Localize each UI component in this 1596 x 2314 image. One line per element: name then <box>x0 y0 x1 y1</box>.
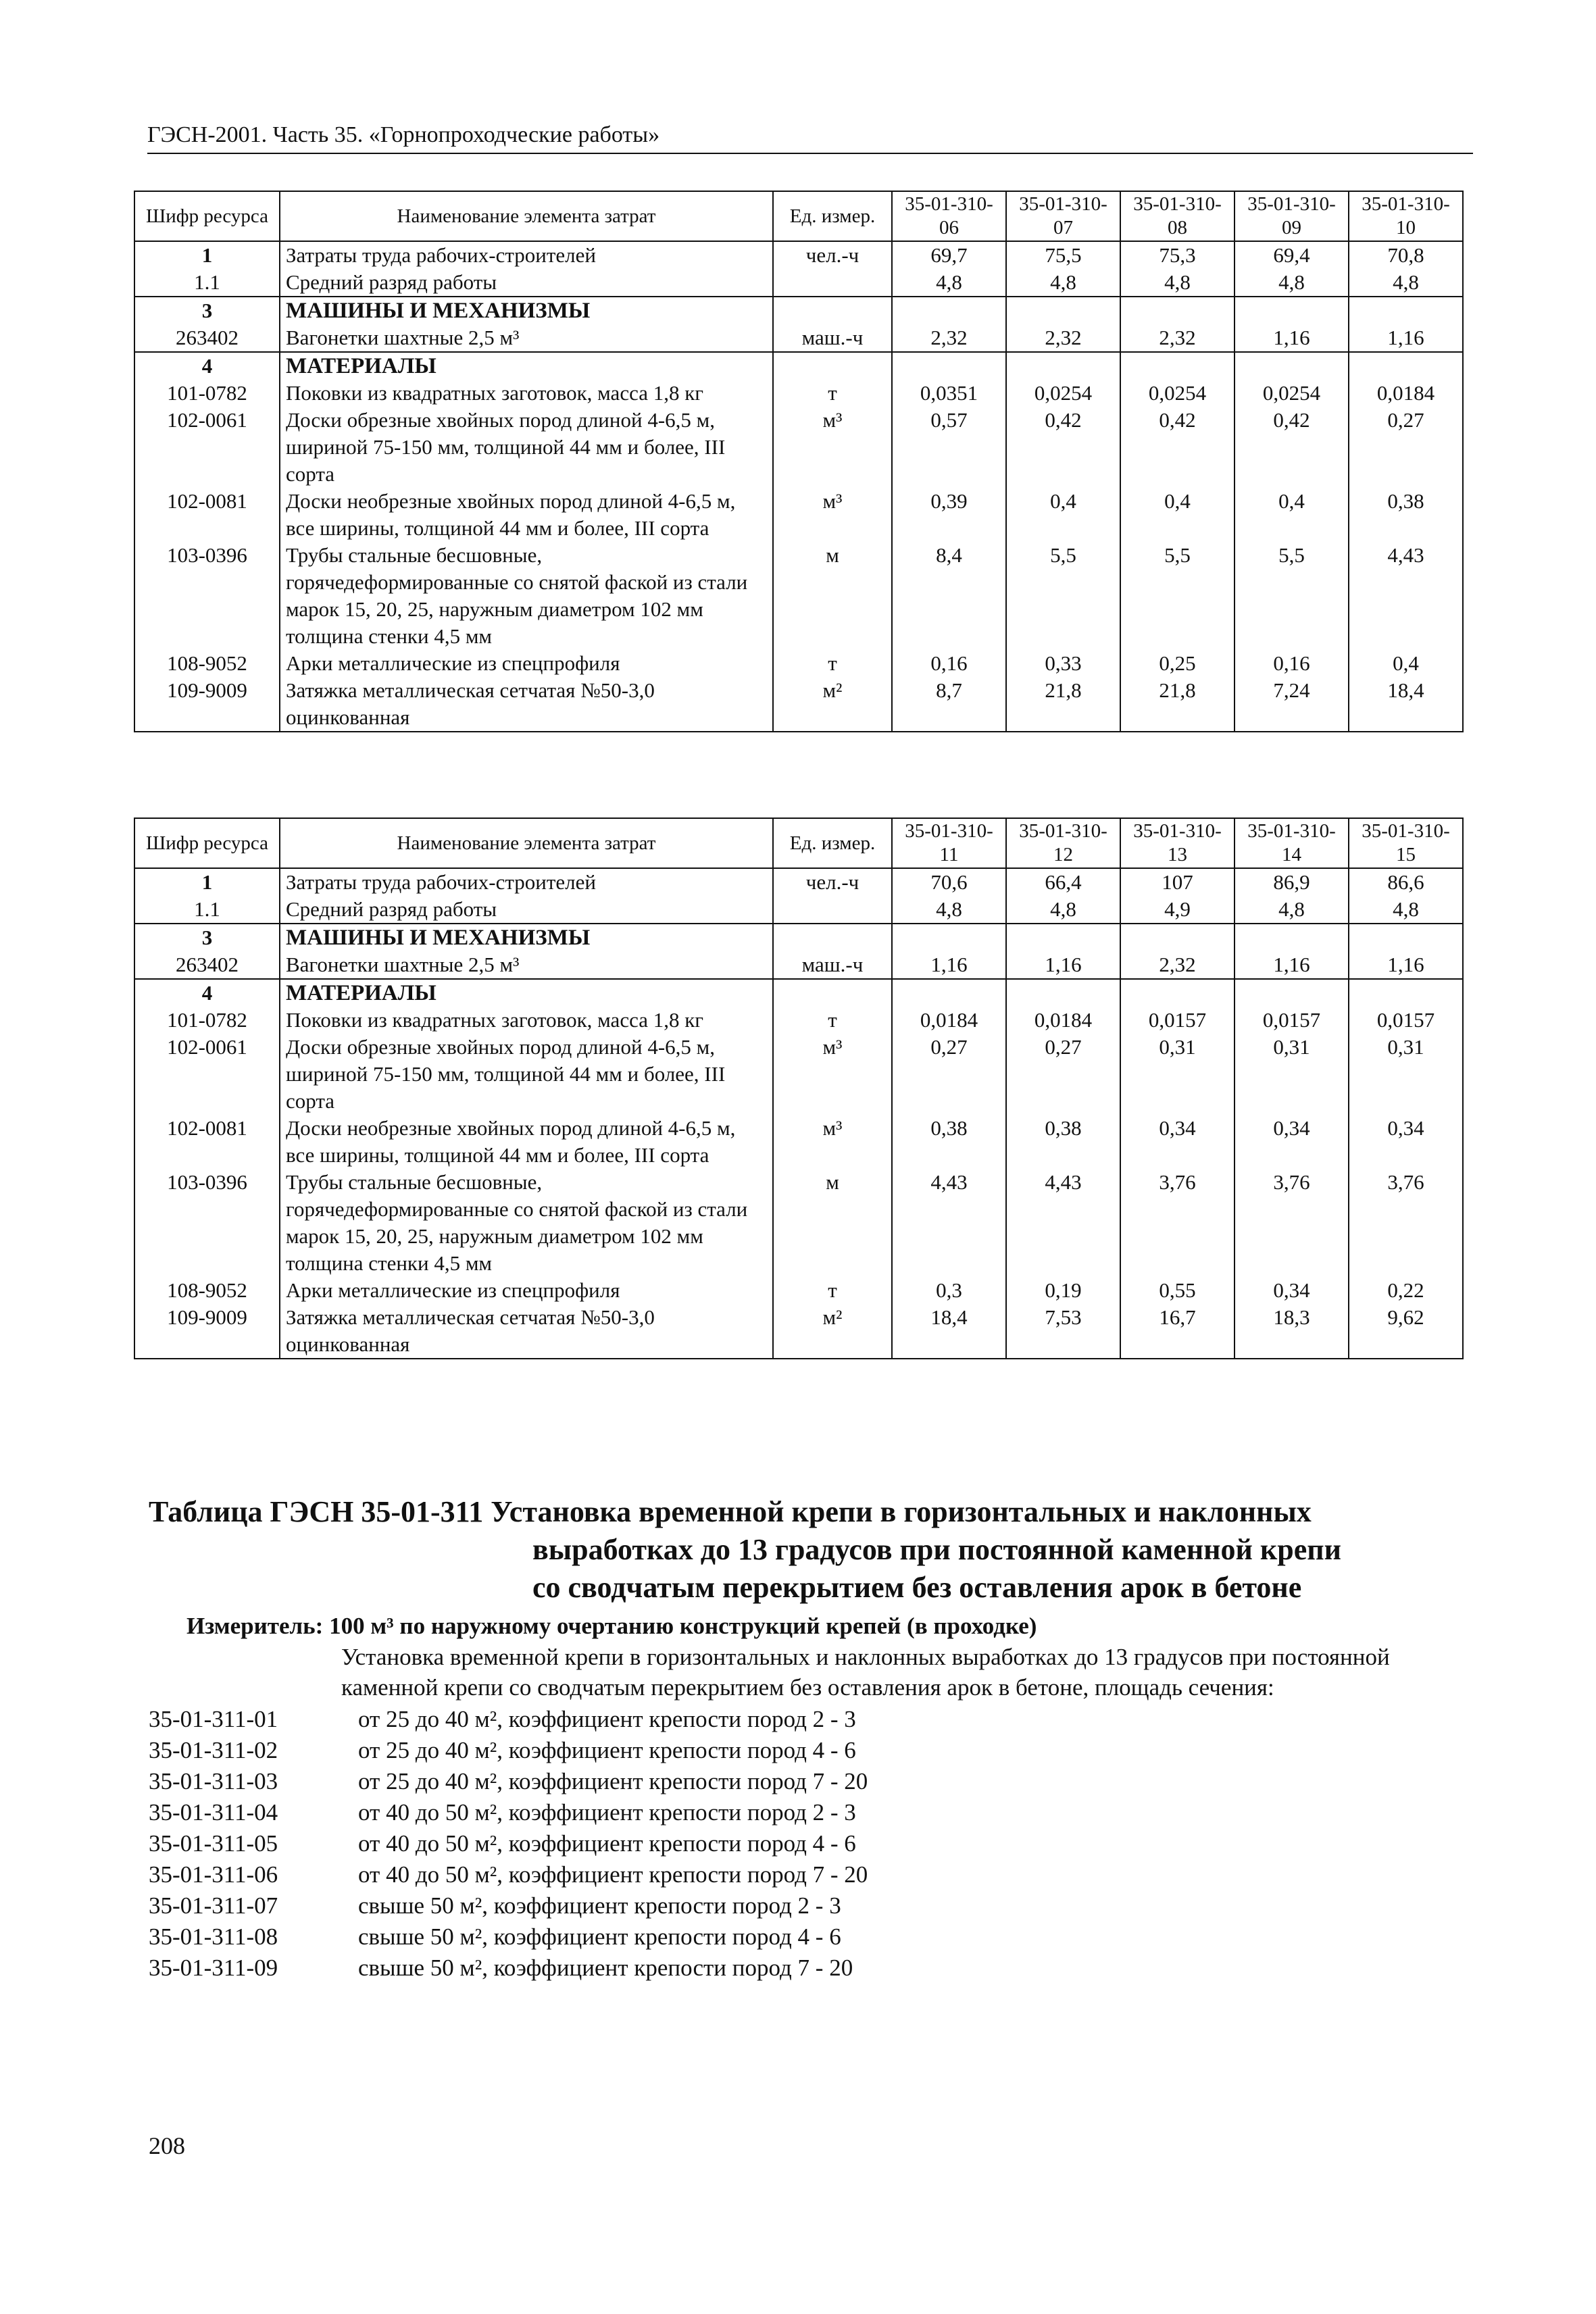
norm-value: 0,4 <box>1120 488 1235 542</box>
col-header-norm: 35-01-310-06 <box>892 191 1006 241</box>
resource-code: 102-0081 <box>134 488 280 542</box>
group-heading: МАТЕРИАЛЫ <box>280 979 773 1007</box>
norm-value: 1,16 <box>1006 951 1120 979</box>
norm-code: 35-01-311-05 <box>149 1830 278 1857</box>
norm-value: 0,19 <box>1006 1277 1120 1304</box>
table-row <box>134 407 1463 488</box>
norm-value: 66,4 <box>1006 868 1120 896</box>
norm-value: 2,32 <box>892 324 1006 352</box>
norm-value: 75,3 <box>1120 241 1235 269</box>
norm-text: свыше 50 м², коэффициент крепости пород 4 - 6 <box>358 1923 841 1950</box>
resource-unit: м² <box>773 677 892 732</box>
norm-value: 0,42 <box>1120 407 1235 488</box>
resource-name: Поковки из квадратных заготовок, масса 1,8 кг <box>280 1007 773 1034</box>
norm-value: 86,9 <box>1235 868 1349 896</box>
table-row <box>134 896 1463 924</box>
resource-name: Затяжка металлическая сетчатая №50-3,0 оцинкованная <box>280 1304 773 1359</box>
table-row <box>134 542 1463 650</box>
norm-value: 0,38 <box>1006 1115 1120 1169</box>
resource-name: Вагонетки шахтные 2,5 м³ <box>280 324 773 352</box>
norm-value: 0,4 <box>1006 488 1120 542</box>
norm-value: 0,0351 <box>892 380 1006 407</box>
norm-text: от 40 до 50 м², коэффициент крепости пород 2 - 3 <box>358 1799 856 1826</box>
norm-value: 4,8 <box>1006 896 1120 924</box>
resource-name: Средний разряд работы <box>280 269 773 297</box>
resource-code: 109-9009 <box>134 677 280 732</box>
norm-value: 1,16 <box>1235 324 1349 352</box>
list-item <box>149 1735 1473 1766</box>
table-row <box>134 650 1463 677</box>
col-header-code: Шифр ресурса <box>134 818 280 868</box>
table-row <box>134 324 1463 352</box>
resource-name: Затраты труда рабочих-строителей <box>280 241 773 269</box>
resource-code: 102-0061 <box>134 407 280 488</box>
norm-value: 0,31 <box>1120 1034 1235 1115</box>
resource-unit: т <box>773 1007 892 1034</box>
resource-name: Трубы стальные бесшовные, горячедеформированные со снятой фаской из стали марок 15, 20, 25, наружным диаметром 102 мм толщина стенки 4,5 мм <box>280 542 773 650</box>
norm-text: свыше 50 м², коэффициент крепости пород 7 - 20 <box>358 1955 853 1981</box>
norm-value: 86,6 <box>1349 868 1463 896</box>
resource-name: Арки металлические из спецпрофиля <box>280 650 773 677</box>
resource-code: 1 <box>134 868 280 896</box>
norm-value: 69,7 <box>892 241 1006 269</box>
resource-table-310-11-15 <box>134 818 1464 1359</box>
resource-code: 3 <box>134 297 280 324</box>
resource-code: 102-0061 <box>134 1034 280 1115</box>
page-number: 208 <box>149 2132 185 2159</box>
norm-value: 0,34 <box>1120 1115 1235 1169</box>
norm-value: 0,27 <box>892 1034 1006 1115</box>
norm-value: 0,27 <box>1349 407 1463 488</box>
resource-name: Доски необрезные хвойных пород длиной 4-6,5 м, все ширины, толщиной 44 мм и более, III сорта <box>280 1115 773 1169</box>
section-title-cont: выработках до 13 градусов при постоянной каменной крепи <box>532 1533 1341 1566</box>
resource-unit: м³ <box>773 1034 892 1115</box>
col-header-name: Наименование элемента затрат <box>280 191 773 241</box>
table-header-row <box>134 818 1463 868</box>
norm-value: 0,31 <box>1349 1034 1463 1115</box>
col-header-unit: Ед. измер. <box>773 191 892 241</box>
col-header-norm: 35-01-310-07 <box>1006 191 1120 241</box>
norm-value: 0,57 <box>892 407 1006 488</box>
norm-value: 2,32 <box>1120 951 1235 979</box>
resource-code: 103-0396 <box>134 542 280 650</box>
norm-value: 4,8 <box>1120 269 1235 297</box>
norm-value: 1,16 <box>1349 951 1463 979</box>
norm-value: 0,42 <box>1235 407 1349 488</box>
list-item <box>149 1953 1473 1984</box>
norm-code: 35-01-311-04 <box>149 1799 278 1826</box>
table-row <box>134 677 1463 732</box>
norm-value: 0,16 <box>1235 650 1349 677</box>
table-row <box>134 1277 1463 1304</box>
norm-value: 70,8 <box>1349 241 1463 269</box>
resource-unit <box>773 896 892 924</box>
norm-value: 4,8 <box>1235 896 1349 924</box>
group-heading: МАШИНЫ И МЕХАНИЗМЫ <box>280 924 773 951</box>
resource-code: 3 <box>134 924 280 951</box>
norm-code: 35-01-311-08 <box>149 1923 278 1950</box>
resource-unit: м <box>773 1169 892 1277</box>
norm-value: 4,8 <box>892 896 1006 924</box>
norm-value: 5,5 <box>1006 542 1120 650</box>
resource-unit: маш.-ч <box>773 951 892 979</box>
resource-name: Доски необрезные хвойных пород длиной 4-6,5 м, все ширины, толщиной 44 мм и более, III сорта <box>280 488 773 542</box>
norm-value: 0,0254 <box>1120 380 1235 407</box>
norm-value: 0,39 <box>892 488 1006 542</box>
norm-value: 4,8 <box>1235 269 1349 297</box>
norm-value: 0,22 <box>1349 1277 1463 1304</box>
resource-name: Доски обрезные хвойных пород длиной 4-6,5 м, шириной 75-150 мм, толщиной 44 мм и более, III сорта <box>280 1034 773 1115</box>
resource-code: 103-0396 <box>134 1169 280 1277</box>
norm-value: 75,5 <box>1006 241 1120 269</box>
norm-value: 0,55 <box>1120 1277 1235 1304</box>
col-header-norm: 35-01-310-08 <box>1120 191 1235 241</box>
resource-code: 1.1 <box>134 896 280 924</box>
norm-value: 4,8 <box>1349 896 1463 924</box>
resource-unit: чел.-ч <box>773 868 892 896</box>
table-row <box>134 488 1463 542</box>
table-row <box>134 1169 1463 1277</box>
section-title: Таблица ГЭСН 35-01-311 Установка временной крепи в горизонтальных и наклонных <box>149 1495 1312 1528</box>
norm-value: 1,16 <box>1235 951 1349 979</box>
resource-code: 101-0782 <box>134 1007 280 1034</box>
list-item <box>149 1921 1473 1953</box>
norm-value: 4,43 <box>1006 1169 1120 1277</box>
resource-code: 108-9052 <box>134 1277 280 1304</box>
running-header: ГЭСН-2001. Часть 35. «Горнопроходческие работы» <box>147 120 1473 154</box>
resource-unit: т <box>773 380 892 407</box>
norm-text: от 25 до 40 м², коэффициент крепости пород 2 - 3 <box>358 1706 856 1732</box>
norm-value: 4,43 <box>892 1169 1006 1277</box>
norm-value: 0,3 <box>892 1277 1006 1304</box>
resource-code: 109-9009 <box>134 1304 280 1359</box>
norm-list <box>149 1704 1473 1984</box>
resource-code: 263402 <box>134 951 280 979</box>
norm-value: 0,34 <box>1235 1115 1349 1169</box>
norm-value: 7,24 <box>1235 677 1349 732</box>
col-header-unit: Ед. измер. <box>773 818 892 868</box>
table-row <box>134 1007 1463 1034</box>
norm-value: 0,0184 <box>1349 380 1463 407</box>
col-header-norm: 35-01-310-15 <box>1349 818 1463 868</box>
norm-value: 0,42 <box>1006 407 1120 488</box>
norm-value: 18,4 <box>892 1304 1006 1359</box>
norm-value: 3,76 <box>1235 1169 1349 1277</box>
norm-value: 70,6 <box>892 868 1006 896</box>
list-item <box>149 1828 1473 1859</box>
norm-value: 2,32 <box>1006 324 1120 352</box>
resource-unit: м³ <box>773 488 892 542</box>
table-row <box>134 380 1463 407</box>
table-group-row <box>134 297 1463 324</box>
norm-value: 4,8 <box>892 269 1006 297</box>
norm-value: 69,4 <box>1235 241 1349 269</box>
table-group-row <box>134 352 1463 380</box>
resource-unit: м³ <box>773 1115 892 1169</box>
norm-value: 4,8 <box>1006 269 1120 297</box>
norm-value: 1,16 <box>1349 324 1463 352</box>
resource-name: Доски обрезные хвойных пород длиной 4-6,5 м, шириной 75-150 мм, толщиной 44 мм и более, III сорта <box>280 407 773 488</box>
norm-value: 21,8 <box>1006 677 1120 732</box>
col-header-name: Наименование элемента затрат <box>280 818 773 868</box>
table-group-row <box>134 979 1463 1007</box>
table-row <box>134 269 1463 297</box>
resource-code: 1 <box>134 241 280 269</box>
norm-value: 18,4 <box>1349 677 1463 732</box>
resource-unit: м² <box>773 1304 892 1359</box>
norm-value: 16,7 <box>1120 1304 1235 1359</box>
resource-name: Трубы стальные бесшовные, горячедеформированные со снятой фаской из стали марок 15, 20, 25, наружным диаметром 102 мм толщина стенки 4,5 мм <box>280 1169 773 1277</box>
resource-name: Затяжка металлическая сетчатая №50-3,0 оцинкованная <box>280 677 773 732</box>
table-row <box>134 951 1463 979</box>
list-item <box>149 1890 1473 1921</box>
norm-value: 4,43 <box>1349 542 1463 650</box>
norm-text: от 40 до 50 м², коэффициент крепости пород 4 - 6 <box>358 1830 856 1857</box>
norm-value: 0,33 <box>1006 650 1120 677</box>
col-header-norm: 35-01-310-13 <box>1120 818 1235 868</box>
list-item <box>149 1766 1473 1797</box>
norm-value: 0,34 <box>1235 1277 1349 1304</box>
col-header-norm: 35-01-310-12 <box>1006 818 1120 868</box>
norm-value: 4,9 <box>1120 896 1235 924</box>
norm-code: 35-01-311-03 <box>149 1768 278 1794</box>
norm-code: 35-01-311-02 <box>149 1737 278 1763</box>
resource-code: 263402 <box>134 324 280 352</box>
norm-value: 3,76 <box>1120 1169 1235 1277</box>
col-header-norm: 35-01-310-14 <box>1235 818 1349 868</box>
resource-unit: т <box>773 1277 892 1304</box>
norm-value: 18,3 <box>1235 1304 1349 1359</box>
resource-code: 4 <box>134 979 280 1007</box>
norm-value: 0,25 <box>1120 650 1235 677</box>
col-header-norm: 35-01-310-11 <box>892 818 1006 868</box>
norm-value: 5,5 <box>1235 542 1349 650</box>
resource-name: Поковки из квадратных заготовок, масса 1,8 кг <box>280 380 773 407</box>
norm-value: 0,4 <box>1349 650 1463 677</box>
norm-value: 0,31 <box>1235 1034 1349 1115</box>
norm-text: от 25 до 40 м², коэффициент крепости пород 4 - 6 <box>358 1737 856 1763</box>
norm-value: 3,76 <box>1349 1169 1463 1277</box>
norm-value: 0,0157 <box>1235 1007 1349 1034</box>
table-row <box>134 868 1463 896</box>
norm-value: 0,0254 <box>1006 380 1120 407</box>
list-item <box>149 1797 1473 1828</box>
resource-name: Средний разряд работы <box>280 896 773 924</box>
norm-code: 35-01-311-07 <box>149 1892 278 1919</box>
norm-value: 8,4 <box>892 542 1006 650</box>
measure-unit: Измеритель: 100 м³ по наружному очертанию конструкций крепей (в проходке) <box>186 1613 1037 1639</box>
norm-code: 35-01-311-01 <box>149 1706 278 1732</box>
norm-value: 5,5 <box>1120 542 1235 650</box>
list-item <box>149 1704 1473 1735</box>
group-heading: МАШИНЫ И МЕХАНИЗМЫ <box>280 297 773 324</box>
norm-value: 0,0157 <box>1349 1007 1463 1034</box>
norm-text: свыше 50 м², коэффициент крепости пород 2 - 3 <box>358 1892 841 1919</box>
norm-code: 35-01-311-06 <box>149 1861 278 1888</box>
norm-value: 0,0184 <box>892 1007 1006 1034</box>
table-row <box>134 1115 1463 1169</box>
norm-value: 0,38 <box>1349 488 1463 542</box>
norm-value: 8,7 <box>892 677 1006 732</box>
norm-value: 0,38 <box>892 1115 1006 1169</box>
norm-value: 107 <box>1120 868 1235 896</box>
resource-name: Арки металлические из спецпрофиля <box>280 1277 773 1304</box>
col-header-norm: 35-01-310-09 <box>1235 191 1349 241</box>
norm-text: от 40 до 50 м², коэффициент крепости пород 7 - 20 <box>358 1861 868 1888</box>
table-311-section <box>149 1493 1473 1984</box>
norm-value: 4,8 <box>1349 269 1463 297</box>
norm-value: 0,0184 <box>1006 1007 1120 1034</box>
norm-value: 0,4 <box>1235 488 1349 542</box>
table-header-row <box>134 191 1463 241</box>
resource-unit: т <box>773 650 892 677</box>
resource-name: Затраты труда рабочих-строителей <box>280 868 773 896</box>
table-row <box>134 1034 1463 1115</box>
section-title-cont: со сводчатым перекрытием без оставления арок в бетоне <box>532 1571 1302 1604</box>
resource-code: 1.1 <box>134 269 280 297</box>
norm-value: 9,62 <box>1349 1304 1463 1359</box>
norm-code: 35-01-311-09 <box>149 1955 278 1981</box>
section-description: Установка временной крепи в горизонтальных и наклонных выработках до 13 градусов при постоянной каменной крепи со сводчатым перекрытием без оставления арок в бетоне, площадь сечения: <box>341 1644 1390 1701</box>
norm-value: 2,32 <box>1120 324 1235 352</box>
norm-value: 0,0254 <box>1235 380 1349 407</box>
resource-code: 101-0782 <box>134 380 280 407</box>
table-group-row <box>134 924 1463 951</box>
table-row <box>134 1304 1463 1359</box>
col-header-norm: 35-01-310-10 <box>1349 191 1463 241</box>
resource-unit <box>773 269 892 297</box>
resource-name: Вагонетки шахтные 2,5 м³ <box>280 951 773 979</box>
resource-unit: маш.-ч <box>773 324 892 352</box>
list-item <box>149 1859 1473 1890</box>
resource-code: 102-0081 <box>134 1115 280 1169</box>
norm-value: 1,16 <box>892 951 1006 979</box>
group-heading: МАТЕРИАЛЫ <box>280 352 773 380</box>
norm-value: 21,8 <box>1120 677 1235 732</box>
resource-unit: м³ <box>773 407 892 488</box>
table-row <box>134 241 1463 269</box>
resource-unit: чел.-ч <box>773 241 892 269</box>
norm-text: от 25 до 40 м², коэффициент крепости пород 7 - 20 <box>358 1768 868 1794</box>
resource-code: 108-9052 <box>134 650 280 677</box>
norm-value: 0,16 <box>892 650 1006 677</box>
resource-unit: м <box>773 542 892 650</box>
resource-code: 4 <box>134 352 280 380</box>
norm-value: 7,53 <box>1006 1304 1120 1359</box>
norm-value: 0,27 <box>1006 1034 1120 1115</box>
norm-value: 0,34 <box>1349 1115 1463 1169</box>
norm-value: 0,0157 <box>1120 1007 1235 1034</box>
resource-table-310-06-10 <box>134 191 1464 732</box>
col-header-code: Шифр ресурса <box>134 191 280 241</box>
